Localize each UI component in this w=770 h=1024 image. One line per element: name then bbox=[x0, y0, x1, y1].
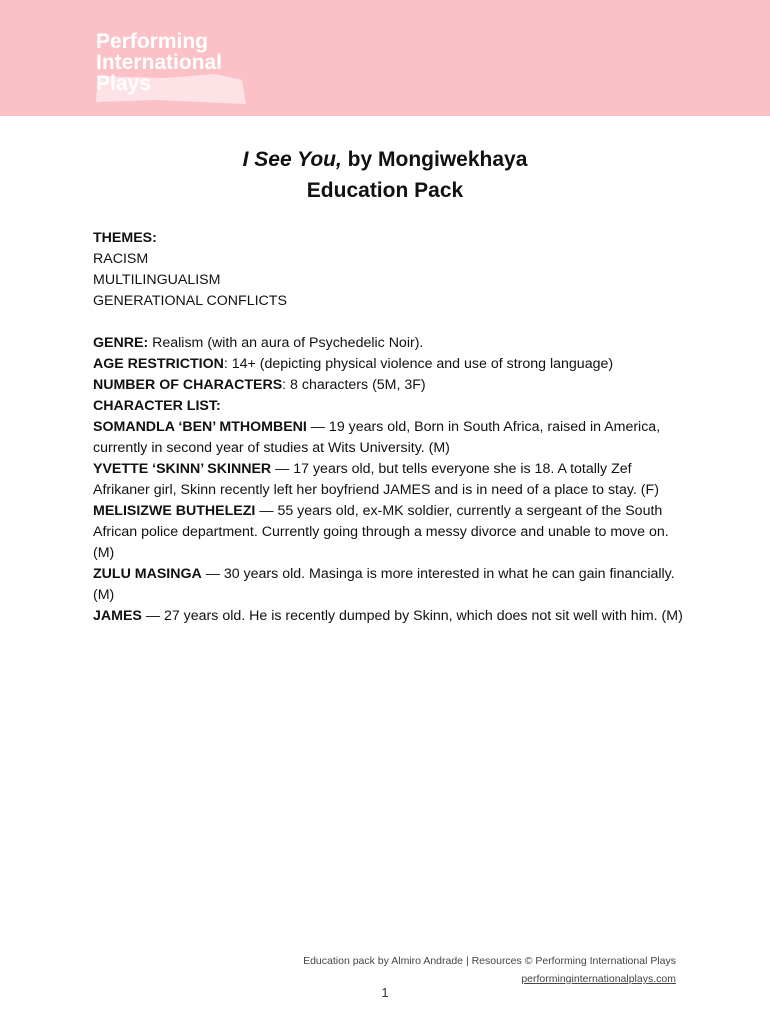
number-of-characters-label: NUMBER OF CHARACTERS bbox=[93, 377, 283, 393]
brand-logo bbox=[96, 28, 256, 108]
footer-credit: Education pack by Almiro Andrade | Resources © Performing International Plays bbox=[303, 955, 676, 967]
theme-item: RACISM bbox=[93, 251, 149, 267]
document-body bbox=[93, 228, 683, 627]
title-subtitle: Education Pack bbox=[306, 179, 464, 202]
logo-line-3: Plays bbox=[96, 72, 151, 95]
character-description: — 27 years old. He is recently dumped by Skinn, which does not sit well with him. (M) bbox=[141, 608, 683, 624]
character-name: YVETTE ‘SKINN’ SKINNER bbox=[93, 461, 272, 477]
number-of-characters-value: : 8 characters (5M, 3F) bbox=[282, 377, 426, 393]
character-description: — 55 years old, ex-MK soldier, currently a sergeant of the South African police department. Currently going through a messy divorce and unable to move on. (M) bbox=[93, 503, 669, 561]
genre-label: GENRE: bbox=[93, 335, 149, 351]
character-description: — 17 years old, but tells everyone she is 18. A totally Zef Afrikaner girl, Skinn recently left her boyfriend JAMES and is in need of a place to stay. (F) bbox=[93, 461, 659, 498]
genre-field bbox=[93, 333, 683, 354]
page-number: 1 bbox=[381, 985, 389, 1000]
footer bbox=[303, 952, 676, 988]
title-line bbox=[0, 144, 770, 175]
character-name: MELISIZWE BUTHELEZI bbox=[93, 503, 256, 519]
character-list-heading: CHARACTER LIST: bbox=[93, 398, 221, 414]
theme-item: GENERATIONAL CONFLICTS bbox=[93, 293, 287, 309]
themes-section bbox=[93, 228, 683, 312]
logo-line-2: International bbox=[96, 51, 223, 74]
character-name: JAMES bbox=[93, 608, 142, 624]
character-entry bbox=[93, 417, 683, 459]
character-entry bbox=[93, 606, 683, 627]
genre-value: Realism (with an aura of Psychedelic Noir). bbox=[148, 335, 424, 351]
number-of-characters-field bbox=[93, 375, 683, 396]
theme-item: MULTILINGUALISM bbox=[93, 272, 221, 288]
age-restriction-field bbox=[93, 354, 683, 375]
age-restriction-value: : 14+ (depicting physical violence and use of strong language) bbox=[223, 356, 614, 372]
title-byline: by Mongiwekhaya bbox=[341, 148, 528, 171]
age-restriction-label: AGE RESTRICTION bbox=[93, 356, 224, 372]
character-name: SOMANDLA ‘BEN’ MTHOMBENI bbox=[93, 419, 307, 435]
character-entry bbox=[93, 459, 683, 501]
character-description: — 19 years old, Born in South Africa, raised in America, currently in second year of studies at Wits University. (M) bbox=[93, 419, 661, 456]
footer-website-link[interactable]: performinginternationalplays.com bbox=[521, 973, 676, 985]
document-title bbox=[0, 144, 770, 206]
themes-label: THEMES: bbox=[93, 230, 157, 246]
logo-line-1: Performing bbox=[96, 30, 209, 53]
play-title: I See You, bbox=[242, 148, 342, 171]
character-entry bbox=[93, 564, 683, 606]
character-description: — 30 years old. Masinga is more interested in what he can gain financially. (M) bbox=[93, 566, 675, 603]
character-entry bbox=[93, 501, 683, 564]
character-name: ZULU MASINGA bbox=[93, 566, 202, 582]
